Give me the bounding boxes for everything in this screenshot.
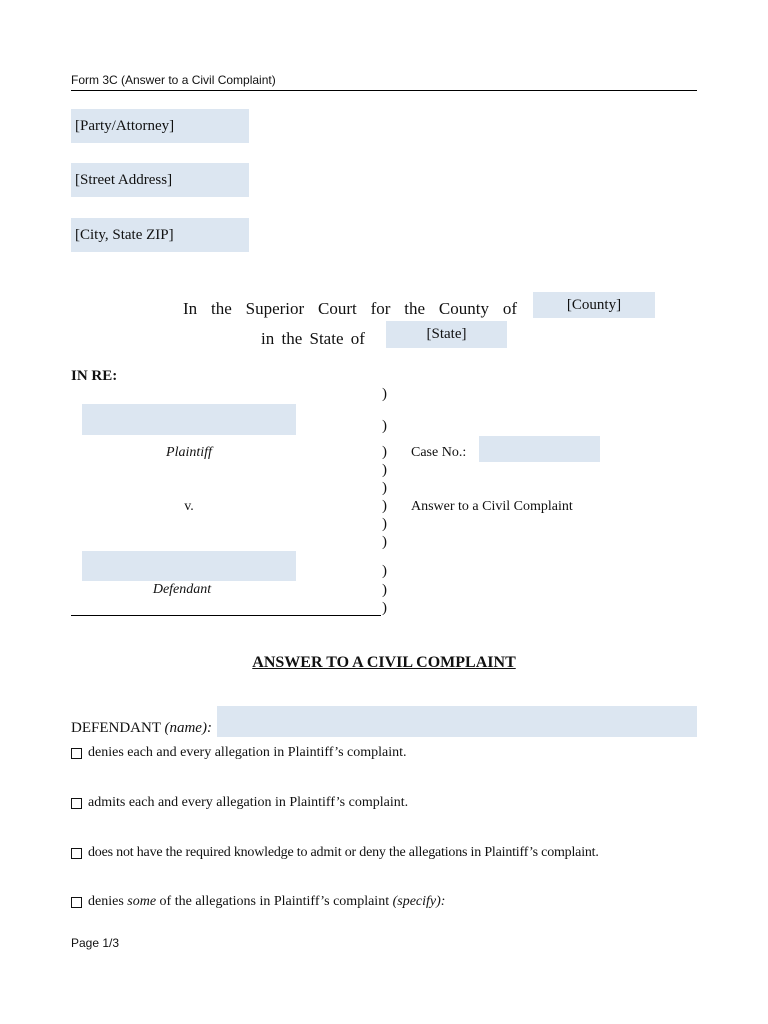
option-no-knowledge bbox=[71, 845, 599, 861]
county-field[interactable]: [County] bbox=[533, 292, 655, 318]
caption-paren: ) bbox=[382, 418, 387, 434]
plaintiff-label: Plaintiff bbox=[166, 445, 212, 460]
caption-paren: ) bbox=[382, 386, 387, 402]
court-word: County bbox=[438, 299, 489, 318]
checkbox-deny-some[interactable] bbox=[71, 897, 82, 908]
option-text: admits each and every allegation in Plaintiff’s complaint. bbox=[88, 795, 409, 810]
court-line-2: in the State of bbox=[261, 329, 365, 348]
header-rule bbox=[71, 90, 697, 91]
court-word: the bbox=[211, 299, 232, 318]
caption-paren: ) bbox=[382, 600, 387, 616]
caption-paren: ) bbox=[382, 534, 387, 550]
defendant-answer-name-field[interactable] bbox=[217, 706, 697, 737]
court-word: for bbox=[370, 299, 391, 318]
option-deny-some bbox=[71, 894, 445, 910]
in-re-label: IN RE: bbox=[71, 368, 118, 384]
court-word: the bbox=[404, 299, 426, 318]
caption-paren: ) bbox=[382, 582, 387, 598]
defendant-name-hint: (name): bbox=[164, 720, 212, 736]
defendant-line-label bbox=[71, 720, 212, 737]
option-text-emph: some bbox=[127, 894, 157, 909]
option-text-post: of the allegations in Plaintiff’s complaint bbox=[159, 894, 390, 909]
court-word: Court bbox=[318, 299, 357, 318]
caption-paren: ) bbox=[382, 480, 387, 496]
caption-rule bbox=[71, 615, 381, 616]
versus-label: v. bbox=[184, 499, 194, 514]
checkbox-no-knowledge[interactable] bbox=[71, 848, 82, 859]
caption-paren: ) bbox=[382, 498, 387, 514]
party-attorney-field[interactable]: [Party/Attorney] bbox=[71, 109, 249, 143]
option-admit-all bbox=[71, 795, 408, 811]
option-text: does not have the required knowledge to admit or deny the allegations in Plaintiff’s complaint. bbox=[88, 845, 599, 860]
caption-paren: ) bbox=[382, 516, 387, 532]
street-address-field[interactable]: [Street Address] bbox=[71, 163, 249, 197]
caption-paren: ) bbox=[382, 563, 387, 579]
plaintiff-name-field[interactable] bbox=[82, 404, 296, 435]
court-word: of bbox=[502, 299, 517, 318]
page-number: Page 1/3 bbox=[71, 936, 120, 950]
caption-paren: ) bbox=[382, 444, 387, 460]
form-header: Form 3C (Answer to a Civil Complaint) bbox=[71, 73, 276, 87]
case-no-label: Case No.: bbox=[411, 445, 467, 460]
court-line-1 bbox=[183, 299, 517, 319]
option-text-pre: denies bbox=[88, 894, 124, 909]
case-title: Answer to a Civil Complaint bbox=[411, 499, 573, 514]
defendant-label-text: DEFENDANT bbox=[71, 720, 161, 736]
option-specify-hint: (specify): bbox=[392, 894, 446, 909]
document-title: ANSWER TO A CIVIL COMPLAINT bbox=[252, 654, 516, 671]
court-word: In bbox=[183, 299, 198, 318]
state-field[interactable]: [State] bbox=[386, 321, 507, 348]
defendant-label: Defendant bbox=[152, 582, 212, 597]
city-state-zip-field[interactable]: [City, State ZIP] bbox=[71, 218, 249, 252]
option-text bbox=[88, 894, 445, 910]
caption-paren: ) bbox=[382, 462, 387, 478]
option-text: denies each and every allegation in Plaintiff’s complaint. bbox=[88, 745, 407, 760]
court-word: Superior bbox=[245, 299, 305, 318]
checkbox-admit-all[interactable] bbox=[71, 798, 82, 809]
checkbox-deny-all[interactable] bbox=[71, 748, 82, 759]
option-deny-all bbox=[71, 745, 407, 761]
defendant-name-field[interactable] bbox=[82, 551, 296, 581]
case-no-field[interactable] bbox=[479, 436, 600, 462]
